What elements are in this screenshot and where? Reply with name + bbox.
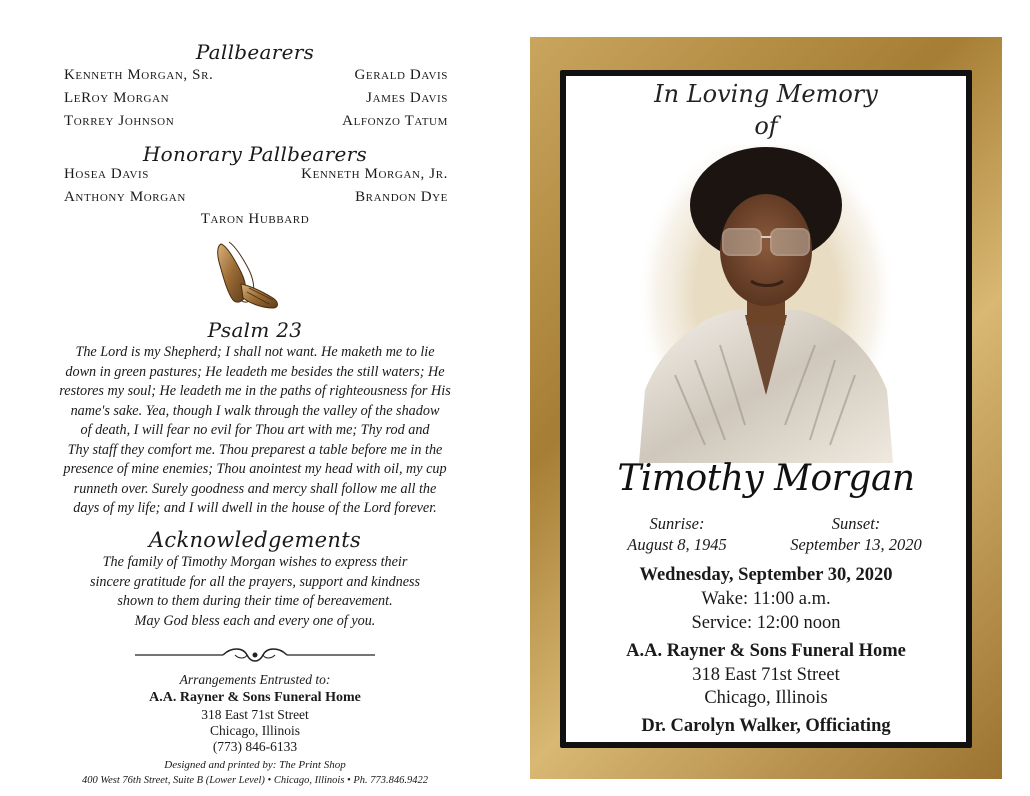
sunset-date: September 13, 2020 [790, 535, 922, 554]
arrangements-funeral-home: A.A. Rayner & Sons Funeral Home [149, 690, 361, 705]
pallbearer-name: Alfonzo Tatum [342, 113, 448, 129]
honorary-pallbearer-name: Anthony Morgan [64, 189, 186, 205]
sunrise-block [612, 513, 742, 555]
acknowledgements-text [40, 553, 470, 631]
acknowledgements-line: shown to them during their time of bereavement. [117, 593, 393, 609]
deceased-name: Timothy Morgan [617, 458, 915, 499]
acknowledgements-line: May God bless each and every one of you. [134, 612, 376, 629]
psalm-line: days of my life; and I will dwell in the house of the Lord forever. [73, 500, 437, 516]
funeral-home-name: A.A. Rayner & Sons Funeral Home [626, 641, 906, 661]
sunrise-date: August 8, 1945 [627, 535, 727, 554]
of-text: of [754, 112, 778, 140]
honorary-pallbearer-name: Hosea Davis [64, 166, 149, 182]
pallbearer-name: Gerald Davis [354, 67, 448, 83]
acknowledgements-heading: Acknowledgements [148, 528, 362, 552]
printer-address: 400 West 76th Street, Suite B (Lower Level) • Chicago, Illinois • Ph. 773.846.9422 [81, 775, 429, 786]
pallbearer-name: Kenneth Morgan, Sr. [64, 67, 214, 83]
in-loving-memory-title: In Loving Memory [654, 80, 878, 108]
funeral-home-city: Chicago, Illinois [704, 688, 828, 708]
sunrise-label: Sunrise: [649, 514, 705, 533]
psalm-heading: Psalm 23 [207, 318, 303, 342]
sunset-label: Sunset: [831, 514, 881, 533]
honorary-pallbearer-name: Kenneth Morgan, Jr. [301, 166, 448, 182]
pallbearers-heading: Pallbearers [195, 40, 315, 64]
psalm-line: presence of mine enemies; Thou anointest my head with oil, my cup [63, 461, 447, 477]
psalm-line: down in green pastures; He leadeth me besides the still waters; He [65, 363, 445, 380]
psalm-line: restores my soul; He leadeth me in the paths of righteousness for His [59, 383, 451, 399]
psalm-line: name's sake. Yea, though I walk through the valley of the shadow [70, 402, 440, 419]
arrangements-street: 318 East 71st Street [201, 707, 309, 722]
arrangements-label: Arrangements Entrusted to: [179, 672, 331, 687]
psalm-line: runneth over. Surely goodness and mercy shall follow me all the [73, 480, 437, 497]
service-time: Service: 12:00 noon [691, 613, 841, 633]
psalm-line: The Lord is my Shepherd; I shall not want. He maketh me to lie [75, 344, 435, 360]
acknowledgements-line: The family of Timothy Morgan wishes to express their [102, 554, 408, 570]
portrait-photo [635, 145, 897, 463]
sunset-block [776, 513, 936, 555]
praying-hands-icon [213, 238, 285, 310]
program-back-panel [0, 0, 510, 796]
ornament-divider [135, 645, 375, 665]
arrangements-phone: (773) 846-6133 [212, 739, 298, 754]
pallbearer-name: LeRoy Morgan [64, 90, 170, 106]
psalm-text [40, 343, 470, 519]
officiant: Dr. Carolyn Walker, Officiating [641, 716, 891, 736]
service-date: Wednesday, September 30, 2020 [639, 565, 893, 585]
printer-credit: Designed and printed by: The Print Shop [164, 759, 346, 771]
wake-time: Wake: 11:00 a.m. [701, 589, 831, 609]
funeral-home-street: 318 East 71st Street [692, 665, 840, 685]
acknowledgements-line: sincere gratitude for all the prayers, support and kindness [89, 573, 421, 590]
pallbearer-name: James Davis [366, 90, 448, 106]
psalm-line: Thy staff they comfort me. Thou preparest a table before me in the [67, 441, 443, 458]
psalm-line: of death, I will fear no evil for Thou art with me; Thy rod and [80, 422, 430, 438]
arrangements-city: Chicago, Illinois [210, 723, 300, 738]
honorary-pallbearers-heading: Honorary Pallbearers [142, 142, 368, 166]
honorary-pallbearer-name: Taron Hubbard [200, 211, 310, 227]
honorary-pallbearer-name: Brandon Dye [355, 189, 448, 205]
pallbearer-name: Torrey Johnson [64, 113, 175, 129]
